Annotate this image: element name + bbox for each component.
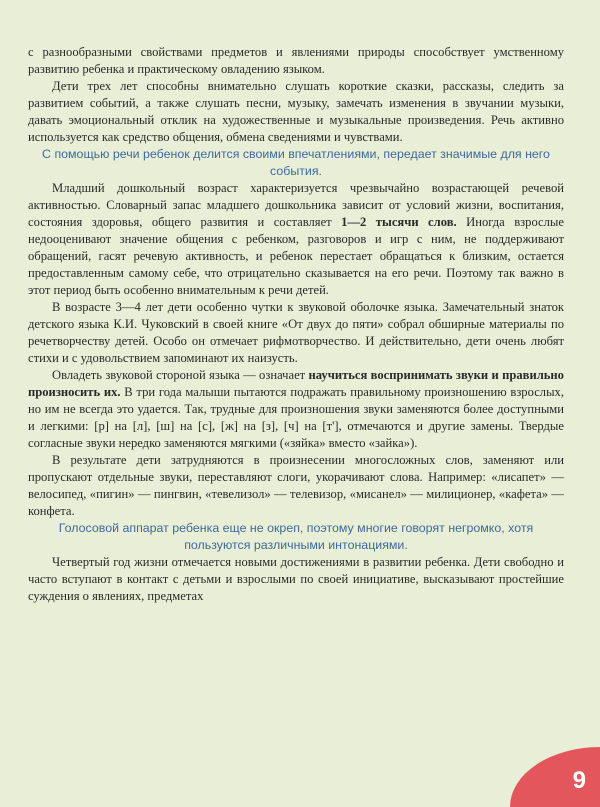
paragraph-3 xyxy=(28,180,564,299)
paragraph-7: Четвертый год жизни отмечается новыми достижениями в развитии ребенка. Дети свободно и часто вступают в контакт с детьми и взрослыми по своей инициативе, высказывают простейшие суждения о явлениях, предметах xyxy=(28,555,564,603)
page-number: 9 xyxy=(572,767,586,794)
page-number-badge xyxy=(510,747,600,807)
paragraph-3-bold-text: 1—2 тысячи слов. xyxy=(341,215,457,229)
paragraph-5-bold-text: научиться воспринимать звуки и правильно произносить их. xyxy=(28,368,564,399)
paragraph-2: Дети трех лет способны внимательно слушать короткие сказки, рассказы, следить за развитием событий, а также слушать песни, музыку, замечать изменения в звучании музыки, давать эмоциональный отклик на художественные и музыкальные произведения. Речь активно используется как средство общения, обмена сведениями и чувствами. xyxy=(28,79,564,144)
paragraph-6: В результате дети затрудняются в произнесении многосложных слов, заменяют или пропускают отдельные звуки, переставляют слоги, укорачивают слова. Например: «лисапет» — велосипед, «пигин» — пингвин, «тевелизол» — телевизор, «мисанел» — милиционер, «кафета» — конфета. xyxy=(28,453,564,518)
paragraph-4: В возрасте 3—4 лет дети особенно чутки к звуковой оболочке языка. Замечательный знаток детского языка К.И. Чуковский в своей книге «От двух до пяти» собрал обширные материалы по речетворчеству детей. Особо он отмечает рифмотворчество. И действительно, дети очень любят стихи и с удовольствием запоминают их наизусть. xyxy=(28,300,564,365)
paragraph-1: с разнообразными свойствами предметов и явлениями природы способствует умственному развитию ребенка и практическому овладению языком. xyxy=(28,45,564,76)
highlight-quote-2: Голосовой аппарат ребенка еще не окреп, поэтому многие говорят негромко, хотя пользуются различными интонациями. xyxy=(58,521,534,552)
paragraph-5-text-start: Овладеть звуковой стороной языка — означает xyxy=(52,368,309,382)
paragraph-5-text-end: В три года малыши пытаются подражать правильному произношению взрослых, но им не всегда это удается. Так, трудные для произношения звуки заменяются более доступными и легкими: [р] на [л], [ш] на [с], [ж] на [з], [ч] на [т'], отмечаются и другие замены. Твердые согласные звуки нередко заменяются мягкими («зяйка» вместо «зайка»). xyxy=(28,385,564,450)
paragraph-3-text-start: Младший дошкольный возраст характеризуется чрезвычайно возрастающей речевой активностью. Словарный запас младшего дошкольника зависит от условий жизни, воспитания, состояния здоровья, общего развития и составляет xyxy=(28,181,564,229)
page-body xyxy=(28,44,564,605)
paragraph-5 xyxy=(28,367,564,452)
paragraph-3-text-end: Иногда взрослые недооценивают значение общения с ребенком, разговоров и игр с ним, не поддерживают обращений, гасят речевую активность, и ребенок перестает обращаться к близким, остается предоставленным самому себе, что отрицательно сказывается на его речи. Поэтому так важно в этот период быть особенно внимательным к речи детей. xyxy=(28,215,564,297)
highlight-quote-1: С помощью речи ребенок делится своими впечатлениями, передает значимые для него события. xyxy=(42,147,550,178)
